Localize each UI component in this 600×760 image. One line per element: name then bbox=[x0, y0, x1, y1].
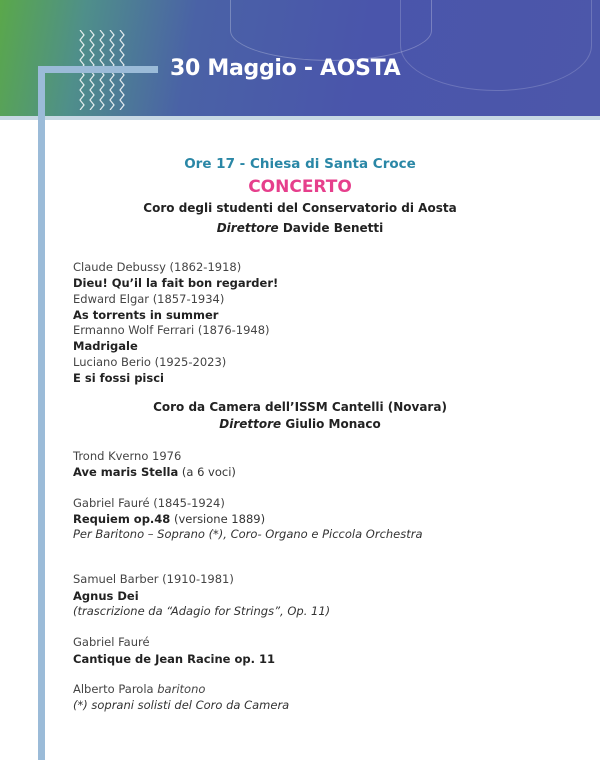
choir-1: Coro degli studenti del Conservatorio di Aosta bbox=[143, 201, 457, 215]
composer: Gabriel Fauré (1845-1924) bbox=[73, 496, 225, 510]
work: Dieu! Qu’il la fait bon regarder! bbox=[73, 276, 279, 290]
work bbox=[73, 465, 236, 479]
work-detail: Per Baritono – Soprano (*), Coro- Organo e Piccola Orchestra bbox=[73, 527, 423, 541]
composer: Trond Kverno 1976 bbox=[73, 449, 182, 463]
decorative-horizontal-bar bbox=[38, 66, 158, 73]
director-1 bbox=[0, 221, 600, 235]
work-detail: (trascrizione da “Adagio for Strings”, Op. 11) bbox=[73, 604, 331, 618]
work bbox=[73, 512, 265, 526]
director-label: Direttore bbox=[216, 221, 279, 235]
work: E si fossi pisci bbox=[73, 371, 164, 385]
work-title: Ave maris Stella bbox=[73, 465, 179, 479]
director-label: Direttore bbox=[219, 417, 282, 431]
work: Madrigale bbox=[73, 339, 138, 353]
composer: Claude Debussy (1862-1918) bbox=[73, 260, 242, 274]
soloist-name: Alberto Parola bbox=[73, 682, 158, 696]
composer: Edward Elgar (1857-1934) bbox=[73, 292, 225, 306]
work: Agnus Dei bbox=[73, 589, 139, 603]
event-type: CONCERTO bbox=[248, 177, 352, 197]
footnote: (*) soprani solisti del Coro da Camera bbox=[73, 698, 290, 712]
work: As torrents in summer bbox=[73, 308, 219, 322]
director-name: Davide Benetti bbox=[282, 221, 384, 235]
composer: Gabriel Fauré bbox=[73, 635, 150, 649]
composer: Ermanno Wolf Ferrari (1876-1948) bbox=[73, 323, 270, 337]
director-name: Giulio Monaco bbox=[285, 417, 381, 431]
work: Cantique de Jean Racine op. 11 bbox=[73, 652, 275, 666]
soloist bbox=[73, 682, 205, 696]
header-banner bbox=[0, 0, 600, 120]
soloist-role: baritono bbox=[157, 682, 206, 696]
work-title: Requiem op.48 bbox=[73, 512, 171, 526]
composer: Luciano Berio (1925-2023) bbox=[73, 355, 227, 369]
work-note: (a 6 voci) bbox=[178, 465, 236, 479]
choir-2: Coro da Camera dell’ISSM Cantelli (Novara) bbox=[153, 400, 447, 414]
director-2 bbox=[0, 417, 600, 431]
decorative-swirl bbox=[400, 0, 592, 91]
composer: Samuel Barber (1910-1981) bbox=[73, 572, 234, 586]
work-note: (versione 1889) bbox=[170, 512, 266, 526]
page-title: 30 Maggio - AOSTA bbox=[170, 56, 401, 81]
event-time-place: Ore 17 - Chiesa di Santa Croce bbox=[184, 156, 416, 172]
